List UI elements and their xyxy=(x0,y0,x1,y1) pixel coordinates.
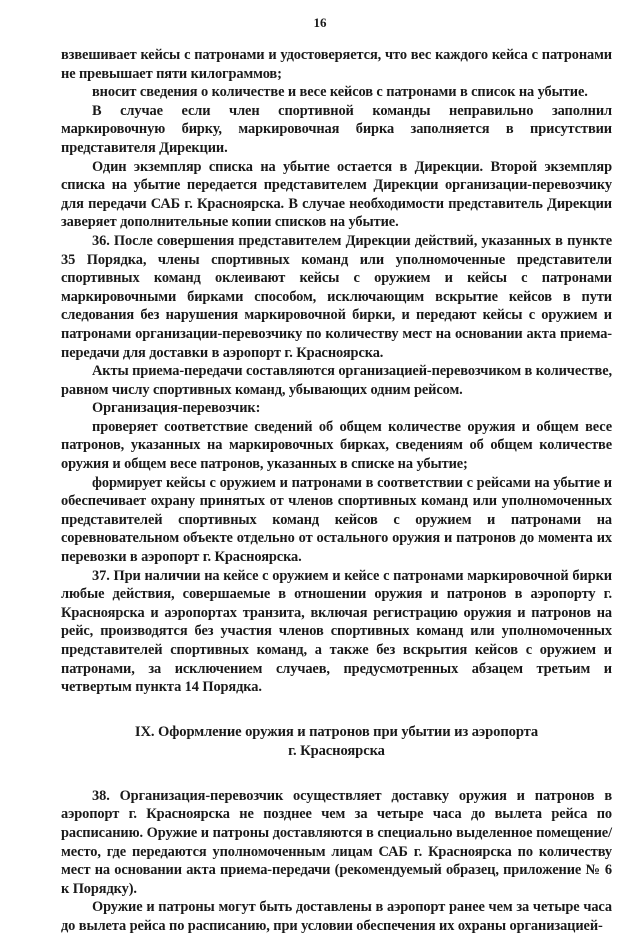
paragraph: 36. После совершения представителем Дирекции действий, указанных в пункте 35 Порядка, члены спортивных команд или уполномоченные представители спортивных команд оклеивают кейсы с оружием и кейсы с патронами маркировочными бирками способом, исключающим вскрытие кейсов в пути следования без нарушения маркировочной бирки, и передают кейсы с оружием и патронами организации-перевозчику по количеству мест на основании акта приема-передачи для доставки в аэропорт г. Красноярска. xyxy=(61,232,612,361)
paragraph: Один экземпляр списка на убытие остается в Дирекции. Второй экземпляр списка на убытие передается представителем Дирекции организации-перевозчику для передачи САБ г. Красноярска. В случае необходимости представитель Дирекции заверяет дополнительные копии списков на убытие. xyxy=(61,158,612,231)
section-heading xyxy=(61,723,612,761)
paragraph: 37. При наличии на кейсе с оружием и кейсе с патронами маркировочной бирки любые действия, совершаемые в отношении оружия и патронов в аэропорту г. Красноярска и аэропортах транзита, включая регистрацию оружия и патронов на рейс, производятся без участия членов спортивных команд или уполномоченных представителей спортивных команд, а также без вскрытия кейсов с оружием и патронами, за исключением случаев, предусмотренных абзацем третьим и четвертым пункта 14 Порядка. xyxy=(61,567,612,696)
section-heading-line-1: IX. Оформление оружия и патронов при убытии из аэропорта xyxy=(134,723,539,740)
paragraph: В случае если член спортивной команды неправильно заполнил маркировочную бирку, маркировочная бирка заполняется в присутствии представителя Дирекции. xyxy=(61,102,612,156)
paragraph: Оружие и патроны могут быть доставлены в аэропорт ранее чем за четыре часа до вылета рейса по расписанию, при условии обеспечения их охраны организацией- xyxy=(61,899,612,934)
paragraph: взвешивает кейсы с патронами и удостоверяется, что вес каждого кейса с патронами не превышает пяти килограммов; xyxy=(61,47,612,82)
paragraphs-before xyxy=(61,46,612,697)
paragraphs-after xyxy=(61,787,612,936)
paragraph: формирует кейсы с оружием и патронами в соответствии с рейсами на убытие и обеспечивает охрану принятых от членов спортивных команд или уполномоченных представителей спортивных команд кейсов с оружием и патронами на соревновательном объекте отдельно от остального оружия и патронов до момента их перевозки в аэропорт г. Красноярска. xyxy=(61,474,612,566)
paragraph: Организация-перевозчик: xyxy=(92,400,261,417)
section-heading-line-2: г. Красноярска xyxy=(288,742,385,759)
page-number: 16 xyxy=(313,15,327,30)
document-body xyxy=(61,46,612,936)
paragraph: 38. Организация-перевозчик осуществляет доставку оружия и патронов в аэропорт г. Красноярска не позднее чем за четыре часа до вылета рейса по расписанию. Оружие и патроны доставляются в специально выделенное помещение/место, где передаются уполномоченным лицам САБ г. Красноярска по количеству мест на основании акта приема-передачи (рекомендуемый образец, приложение № 6 к Порядку). xyxy=(61,787,612,897)
paragraph: Акты приема-передачи составляются организацией-перевозчиком в количестве, равном числу спортивных команд, убывающих одним рейсом. xyxy=(61,363,612,398)
paragraph: проверяет соответствие сведений об общем количестве оружия и общем весе патронов, указанных на маркировочных бирках, сведениям об общем количестве оружия и общем весе патронов, указанных в списке на убытие; xyxy=(61,418,612,473)
paragraph: вносит сведения о количестве и весе кейсов с патронами в список на убытие. xyxy=(92,84,588,101)
